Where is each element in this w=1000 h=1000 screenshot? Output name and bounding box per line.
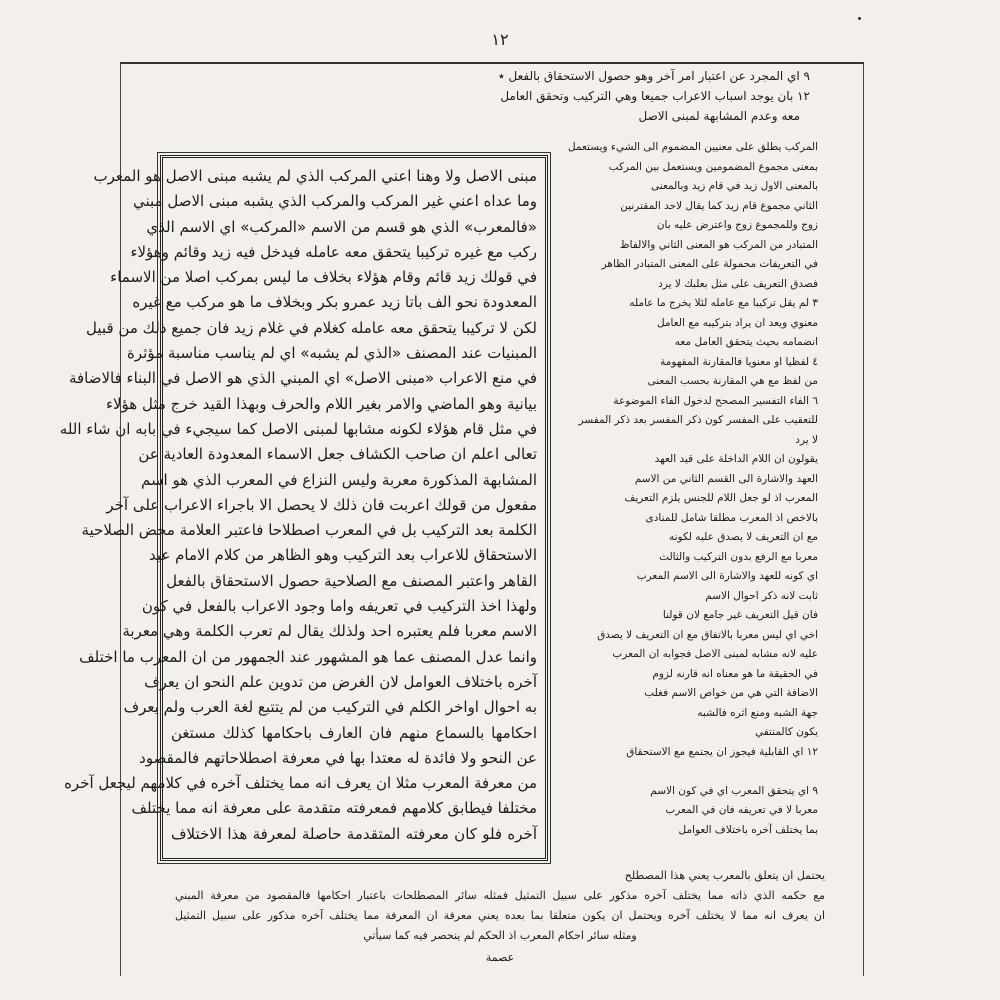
side-note-line: ٩ اي يتحقق المعرب اي في كون الاسم — [650, 784, 818, 797]
main-text-line: الكلمة بعد التركيب بل في المعرب اصطلاحا فاعتبر العلامة محض الصلاحية — [81, 521, 537, 540]
ink-speck — [858, 17, 861, 20]
side-note-line: بما يختلف آخره باختلاف العوامل — [678, 823, 818, 836]
catchword: عصمة — [485, 951, 515, 964]
side-note-line: معربا مع الرفع بدون التركيب والثالث — [659, 550, 818, 563]
side-note-line — [556, 762, 818, 782]
bottom-note-line: يحتمل ان يتعلق بالمعرب يعني هذا المصطلح — [624, 869, 825, 882]
side-note-line: بمعنى مجموع المضمومين ويستعمل بين المركب — [608, 160, 818, 173]
side-note-line: من لفظ مع هي المقارنة بحسب المعنى — [647, 375, 818, 387]
main-text-line: احكامها بالسماع منهم فان العارف باحكامها كذلك مستغن — [171, 723, 537, 742]
side-note-line: معربا لا في تعريفه فان في المعرب — [665, 804, 818, 816]
side-note-line: ٦ الفاء التفسير المصحح لدخول الفاء الموضوعة — [613, 394, 818, 407]
side-notes — [556, 138, 818, 840]
main-text-line: عن النحو ولا فائدة له معتدا بها في معرفة اصطلاحاتهم فالمقصود — [139, 748, 537, 767]
side-note-line: يقولون ان اللام الداخلة على قيد العهد — [654, 453, 818, 465]
side-note-line: معنوي ويعد ان يراد بتركيبه مع العامل — [656, 316, 818, 329]
side-note-line: ١٢ اي القابلية فيجوز ان يجتمع مع الاستحقاق — [626, 745, 818, 758]
main-text-line: مبنى الاصل ولا وهنا اعني المركب الذي لم يشبه مبنى الاصل هو المعرب — [93, 167, 537, 185]
main-text-line: تعالى اعلم ان صاحب الكشاف جعل الاسماء المعدودة العادية عن — [138, 445, 537, 464]
main-text-line: وانما عدل المصنف عما هو المشهور عند الجمهور من ان المعرب ما اختلف — [79, 647, 537, 666]
bottom-note-line: ان يعرف انه مما لا يختلف آخره ويحتمل ان يكون متعلقا بما بعده يعني معرفة ان المعرفة مما يختلف آخره مذكور على سبيل التمثيل — [175, 909, 825, 922]
main-text-line: مفعول من قولك اعربت فان ذلك لا يحصل الا باجراء الاعراب على آخر — [106, 495, 537, 514]
main-text-line: في مثل قام هؤلاء لكونه مشابها لمبنى الاصل كما سيجيء في بابه ان شاء الله — [59, 419, 537, 438]
side-note-line: ٤ لفظيا او معنويا فالمقارنة المفهومة — [660, 355, 818, 368]
side-note-line: اي كونه للعهد والاشارة الى الاسم المعرب — [636, 570, 818, 582]
side-note-line: المركب يطلق على معنيين المضموم الى الشيء ويستعمل — [567, 141, 818, 153]
side-note-line: يكون كالمنتفي — [754, 726, 818, 738]
main-text-line: آخره باختلاف العوامل لان الغرض من تدوين علم النحو ان يعرف — [144, 672, 537, 691]
side-note-line: المتبادر من المركب هو المعنى الثاني والالفاظ — [619, 238, 818, 251]
main-text-line: الاسم معربا فلم يعتبره احد ولذلك يقال لم تعرب الكلمة وهي معربة — [122, 622, 537, 641]
top-note-line: ٩ اي المجرد عن اعتبار امر آخر وهو حصول الاستحقاق بالفعل ٭ — [498, 69, 810, 83]
main-text-line: ولهذا اخذ التركيب في تعريفه واما وجود الاعراب بالفعل في كون — [141, 597, 537, 616]
bottom-note-line: ومثله سائر احكام المعرب اذ الحكم لم ينحصر فيه كما سيأتي — [363, 929, 637, 942]
main-text-line: لكن لا تركيبا يتحقق معه عامله كغلام في غلام زيد فان جميع ذلك من قبيل — [86, 318, 537, 337]
top-note-line: معه وعدم المشابهة لمبنى الاصل — [638, 109, 800, 123]
main-text-line: وما عداه اعني غير المركب والمركب الذي يشبه مبنى الاصل مبني — [132, 192, 537, 211]
side-note-line: زوج وللمجموع زوج واعترض عليه بان — [656, 219, 818, 231]
side-note-line: العهد والاشارة الى القسم الثاني من الاسم — [634, 472, 818, 485]
main-text-line: في قولك زيد قائم وقام هؤلاء بخلاف ما ليس بمركب اصلا من الاسماء — [110, 268, 537, 287]
side-note-line: في التعريفات محمولة على المعنى المتبادر الظاهر — [601, 258, 818, 270]
side-note-line: ثابت لانه ذكر احوال الاسم — [705, 589, 818, 602]
main-text-line: مختلفا فيطابق كلامهم فمعرفته متقدمة على معرفة انه مما يختلف — [131, 799, 537, 818]
side-note-line: بالاخص اذ المعرب مطلقا شامل للمنادى — [645, 511, 818, 524]
main-text-line: ركب مع غيره تركيبا يتحقق معه عامله فيدخل فيه زيد وقائم وهؤلاء — [130, 242, 537, 261]
side-note-line: المعرب اذ لو جعل اللام للجنس يلزم التعريف — [624, 492, 818, 504]
page-number: ١٢ — [491, 30, 509, 49]
main-text-line: الاستحقاق للاعراب بعد التركيب وهو الظاهر من كلام الامام عبد — [149, 546, 537, 565]
top-notes — [250, 66, 810, 126]
side-note-line: لا يرد — [795, 433, 818, 446]
side-note-line: عليه لانه مشابه لمبنى الاصل فجوابه ان المعرب — [612, 648, 818, 660]
main-text-line: المعدودة نحو الف باتا زيد عمرو بكر وبخلاف ما هو مركب مع غيره — [132, 293, 537, 312]
side-note-line: الثاني مجموع قام زيد كما يقال لاحد المقترنين — [620, 199, 818, 212]
side-note-line: بالمعنى الاول زيد في قام زيد وبالمعنى — [651, 180, 818, 192]
main-text-box — [59, 155, 548, 861]
main-text-line: المبنيات عند المصنف «الذي لم يشبه» اي لم يناسب مناسبة مؤثرة — [127, 344, 537, 363]
side-note-line: الاضافة التي هي من خواص الاسم فغلب — [644, 687, 818, 699]
main-text-line: «فالمعرب» الذي هو قسم من الاسم «المركب» اي الاسم الذي — [146, 217, 537, 236]
main-text-line: المشابهة المذكورة معربة وليس النزاع في المعرب الذي هو اسم — [140, 470, 537, 489]
main-text-line: آخره فلو كان معرفته المتقدمة حاصلة لمعرفة هذا الاختلاف — [171, 824, 537, 843]
top-note-line: ١٢ بان يوجد اسباب الاعراب جميعا وهي التركيب وتحقق العامل — [500, 89, 810, 103]
side-note-line: انضمامه بحيث يتحقق العامل معه — [674, 336, 818, 348]
main-text-line: من معرفة المعرب مثلا ان يعرف انه مما يختلف آخره في كلامهم ليجعل آخره — [64, 774, 537, 793]
side-note-line: مع ان التعريف لا يصدق عليه لكونه — [669, 531, 818, 543]
bottom-notes — [175, 866, 825, 968]
main-text-line: به احوال اواخر الكلم في التركيب من لم يتتبع لغة العرب ولم يعرف — [123, 698, 537, 717]
bottom-note-line: مع حكمه الذي ذاته مما يختلف آخره مذكور على سبيل التمثيل فمثله سائر المصطلحات باعتبار احكامها فالمقصود من معرفة المبني — [175, 889, 825, 902]
side-note-line: للتعقيب على المفسر كون ذكر المفسر بعد ذكر المفسر — [578, 414, 818, 426]
side-note-line: فصدق التعريف على مثل بعلبك لا يرد — [658, 277, 818, 290]
main-text-line: بيانية وهو الماضي والامر بغير اللام والحرف وبهذا القيد خرج مثل هؤلاء — [105, 394, 537, 413]
side-note-line: فان قيل التعريف غير جامع لان قولنا — [662, 609, 818, 621]
side-note-line: اخي اي ليس معربا بالاتفاق مع ان التعريف لا يصدق — [597, 628, 818, 641]
side-note-line: ٣ لم يقل تركيبا مع عامله لئلا يخرج ما عامله — [629, 297, 818, 309]
main-text-line: القاهر واعتبر المصنف مع الصلاحية حصول الاستحقاق بالفعل — [166, 571, 537, 590]
side-note-line: في الحقيقة ما هو معناه انه قارنه لزوم — [652, 667, 818, 680]
main-text-line: في منع الاعراب «مبنى الاصل» اي المبني الذي هو الاصل في البناء فالاضافة — [68, 369, 537, 388]
side-note-line: جهة الشبه ومنع اثره فالشبه — [697, 706, 818, 719]
